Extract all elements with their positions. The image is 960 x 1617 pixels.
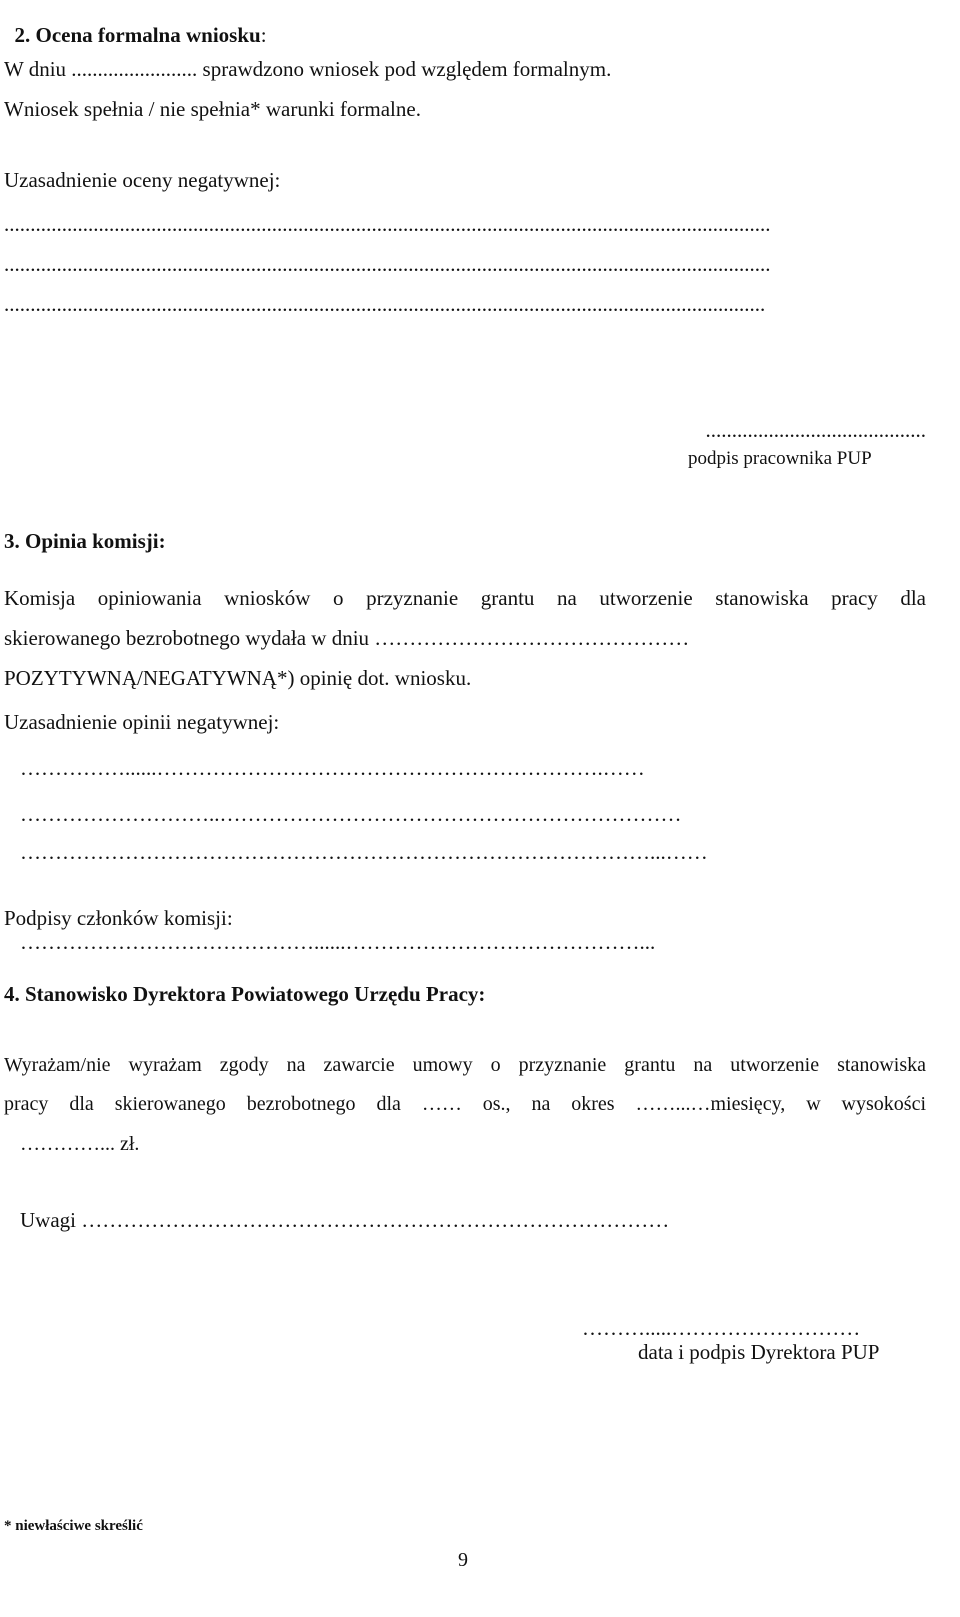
section-2-signature-dots: .......................................... xyxy=(705,420,926,441)
section-4-decision-line-3: …………... zł. xyxy=(20,1133,140,1155)
section-3-dotted-line-1: ……………......……………………………………………………….…… xyxy=(20,758,645,779)
section-2-justification-label: Uzasadnienie oceny negatywnej: xyxy=(4,168,281,192)
section-3-members-dots: ……………………………………......……………………………………... xyxy=(20,932,656,953)
section-2-dotted-line-3: ................................................................................................................................................. xyxy=(4,294,766,315)
section-4-remarks: Uwagi ………………………………………………………………………… xyxy=(20,1208,670,1232)
section-2-heading-colon: : xyxy=(260,23,267,47)
section-3-opinion-line-2: skierowanego bezrobotnego wydała w dniu ……………………………………… xyxy=(4,626,690,650)
section-3-members-label: Podpisy członków komisji: xyxy=(4,906,233,930)
section-3-dotted-line-2: ………………………..………………………………………………………… xyxy=(20,804,682,825)
section-4-heading: 4. Stanowisko Dyrektora Powiatowego Urzędu Pracy: xyxy=(4,982,486,1006)
section-3-opinion-line-3: POZYTYWNĄ/NEGATYWNĄ*) opinię dot. wniosku. xyxy=(4,666,472,690)
section-2-dotted-line-1: .................................................................................................................................................. xyxy=(4,214,771,235)
section-4-decision-line-1: Wyrażam/nie wyrażam zgody na zawarcie umowy o przyznanie grantu na utworzenie stanowiska xyxy=(4,1054,926,1076)
section-4-signature-label: data i podpis Dyrektora PUP xyxy=(638,1340,880,1364)
section-2-formal-status: Wniosek spełnia / nie spełnia* warunki formalne. xyxy=(4,97,421,121)
section-3-justification-label: Uzasadnienie opinii negatywnej: xyxy=(4,710,280,734)
section-3-opinion-line-1: Komisja opiniowania wniosków o przyznanie grantu na utworzenie stanowiska pracy dla xyxy=(4,586,926,610)
page-number: 9 xyxy=(458,1549,468,1571)
section-4-decision-line-2: pracy dla skierowanego bezrobotnego dla …… os., na okres ……...…miesięcy, w wysokości xyxy=(4,1093,926,1115)
footnote: * niewłaściwe skreślić xyxy=(4,1518,143,1534)
section-2-heading xyxy=(4,4,267,46)
section-3-dotted-line-3: ………………………………………………………………………………...…… xyxy=(20,842,708,863)
section-2-date-line: W dniu ........................ sprawdzono wniosek pod względem formalnym. xyxy=(4,57,612,81)
section-2-heading-text: 2. Ocena formalna wniosku xyxy=(14,23,261,47)
section-2-dotted-line-2: .................................................................................................................................................. xyxy=(4,254,771,275)
section-3-heading: 3. Opinia komisji: xyxy=(4,529,166,553)
section-2-signature-label: podpis pracownika PUP xyxy=(688,448,872,469)
section-4-signature-dots: ……….....……………………… xyxy=(582,1318,861,1339)
